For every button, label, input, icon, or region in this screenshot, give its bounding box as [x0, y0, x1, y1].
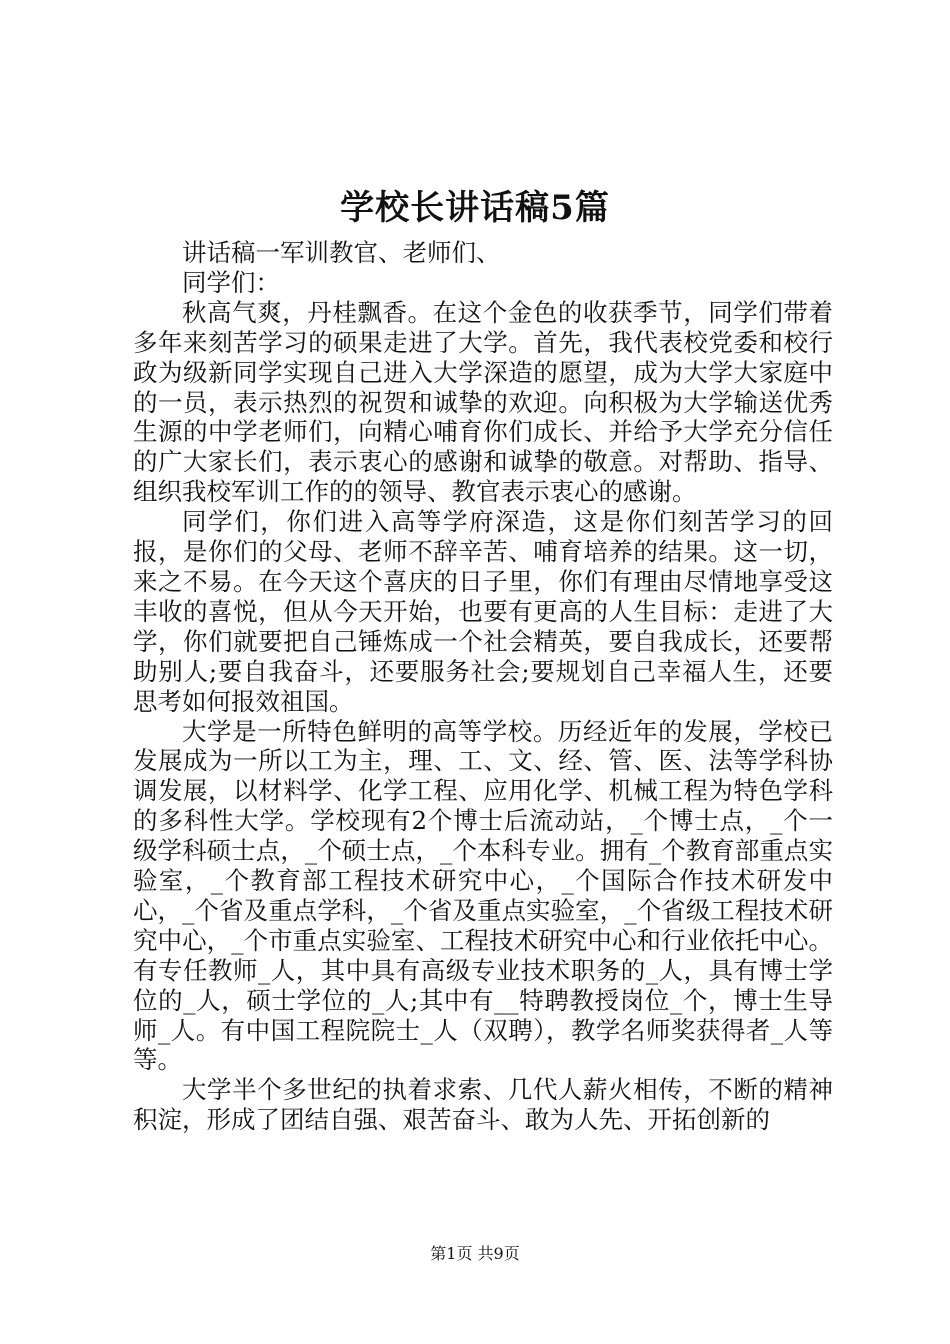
- paragraph: 大学半个多世纪的执着求索、几代人薪火相传，不断的精神积淀，形成了团结自强、艰苦奋斗、敢为人先、开拓创新的: [133, 1075, 833, 1135]
- paragraph: 大学是一所特色鲜明的高等学校。历经近年的发展，学校已发展成为一所以工为主，理、工、文、经、管、医、法等学科协调发展，以材料学、化学工程、应用化学、机械工程为特色学科的多科性大学。学校现有2个博士后流动站，_个博士点，_个一级学科硕士点，_个硕士点，_个本科专业。拥有_个教育部重点实验室，_个教育部工程技术研究中心，_个国际合作技术研发中心，_个省及重点学科，_个省及重点实验室，_个省级工程技术研究中心，_个市重点实验室、工程技术研究中心和行业依托中心。有专任教师_人，其中具有高级专业技术职务的_人，具有博士学位的_人，硕士学位的_人;其中有__特聘教授岗位_个，博士生导师_人。有中国工程院院士_人（双聘），教学名师奖获得者_人等等。: [133, 716, 833, 1075]
- document-title: 学校长讲话稿5篇: [340, 188, 610, 228]
- paragraph: 秋高气爽，丹桂飘香。在这个金色的收获季节，同学们带着多年来刻苦学习的硕果走进了大学。首先，我代表校党委和校行政为级新同学实现自己进入大学深造的愿望，成为大学大家庭中的一员，表示热烈的祝贺和诚挚的欢迎。向积极为大学输送优秀生源的中学老师们，向精心哺育你们成长、并给予大学充分信任的广大家长们，表示衷心的感谢和诚挚的敬意。对帮助、指导、组织我校军训工作的的领导、教官表示衷心的感谢。: [133, 297, 833, 507]
- document-body: [133, 238, 833, 1135]
- paragraph: 同学们：: [182, 267, 280, 297]
- paragraph: 讲话稿一军训教官、老师们、: [182, 238, 501, 267]
- paragraph: 同学们，你们进入高等学府深造，这是你们刻苦学习的回报，是你们的父母、老师不辞辛苦、哺育培养的结果。这一切，来之不易。在今天这个喜庆的日子里，你们有理由尽情地享受这丰收的喜悦，但从今天开始，也要有更高的人生目标：走进了大学，你们就要把自己锤炼成一个社会精英，要自我成长，还要帮助别人;要自我奋斗，还要服务社会;要规划自己幸福人生，还要思考如何报效祖国。: [133, 507, 833, 716]
- page-footer: 第1页 共9页: [430, 1244, 520, 1263]
